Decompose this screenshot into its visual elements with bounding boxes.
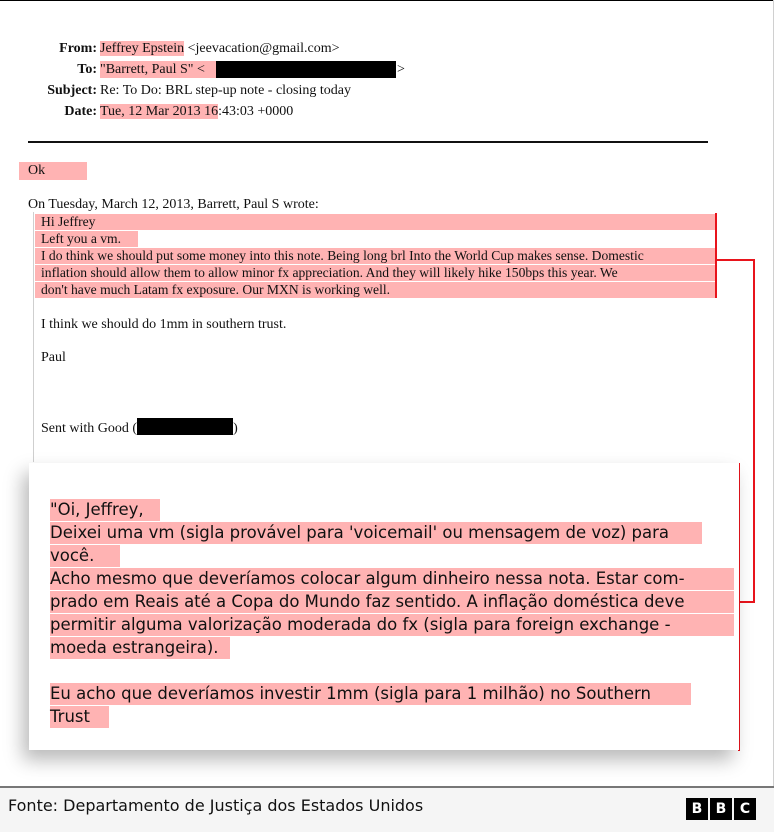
translation-line: Eu acho que deveríamos investir 1mm (sigla para 1 milhão) no Southern [50, 683, 691, 705]
quoted-line: don't have much Latam fx exposure. Our MXN is working well. [35, 282, 716, 298]
source-caption: Fonte: Departamento de Justiça dos Estados Unidos [8, 796, 424, 815]
translation-line: permitir alguma valorização moderada do fx (sigla para foreign exchange - [50, 614, 734, 636]
from-value [100, 40, 340, 57]
signature: Paul [41, 350, 66, 365]
bbc-logo-block: B [710, 798, 732, 820]
quoted-line: inflation should allow them to allow minor fx appreciation. And they will likely hike 150bps this year. We [35, 265, 716, 281]
bbc-logo-block: B [686, 798, 708, 820]
redaction-box [216, 61, 396, 78]
bracket-line [739, 601, 755, 603]
redaction-box [137, 418, 233, 435]
date-value [100, 103, 293, 120]
quote-intro: On Tuesday, March 12, 2013, Barrett, Paul S wrote: [28, 197, 319, 212]
sent-with-close: ) [233, 421, 238, 436]
translation-line: Acho mesmo que deveríamos colocar algum dinheiro nessa nota. Estar com- [50, 568, 734, 590]
from-name: Jeffrey Epstein [100, 41, 185, 56]
translation-line: Deixei uma vm (sigla provável para 'voicemail' ou mensagem de voz) para [50, 522, 702, 544]
sent-with [41, 418, 238, 437]
subject-label: Subject: [47, 83, 97, 98]
from-address: <jeevacation@gmail.com> [184, 41, 340, 56]
quoted-line: Left you a vm. [35, 231, 138, 247]
header-divider [28, 141, 708, 143]
bracket-line [753, 259, 755, 603]
top-border [0, 0, 774, 1]
date-row [0, 103, 774, 120]
translation-line: "Oi, Jeffrey, [50, 499, 160, 521]
quoted-line: I do think we should put some money into this note. Being long brl Into the World Cup makes sense. Domestic [35, 248, 716, 264]
to-name: "Barrett, Paul S" < [100, 61, 243, 78]
to-close: > [397, 62, 405, 77]
bracket-line [715, 213, 717, 298]
date-rest: :43:03 +0000 [218, 104, 294, 119]
subject-value: Re: To Do: BRL step-up note - closing today [100, 83, 351, 98]
translation-line: moeda estrangeira). [50, 637, 230, 659]
quoted-paragraph: I think we should do 1mm in southern trust. [41, 317, 287, 332]
sent-with-label: Sent with Good ( [41, 421, 138, 436]
quoted-line: Hi Jeffrey [35, 214, 716, 230]
subject-row [0, 82, 774, 99]
translation-line: Trust [50, 706, 109, 728]
date-highlight: Tue, 12 Mar 2013 16 [100, 104, 219, 119]
from-row [0, 40, 774, 57]
translation-line: você. [50, 545, 120, 567]
to-label: To: [77, 62, 97, 77]
from-label: From: [59, 41, 97, 56]
bbc-logo-block: C [734, 798, 756, 820]
date-label: Date: [64, 104, 97, 119]
translation-line: prado em Reais até a Copa do Mundo faz sentido. A inflação doméstica deve [50, 591, 734, 613]
reply-text: Ok [19, 162, 87, 180]
quote-border [33, 212, 34, 462]
bracket-line [716, 259, 755, 261]
footer [0, 786, 774, 832]
